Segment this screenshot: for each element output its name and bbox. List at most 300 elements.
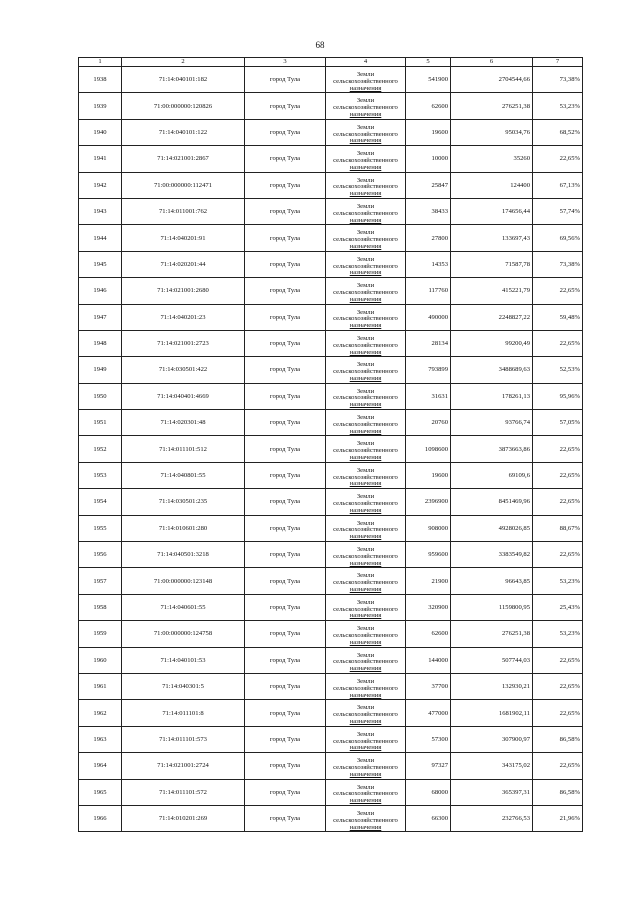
locality-cell: город Тула xyxy=(245,594,326,620)
land-category-line: назначения xyxy=(349,612,382,620)
cadastral-value-cell: 232766,53 xyxy=(451,805,533,831)
land-category-line: Земли xyxy=(356,71,375,78)
land-category-line: Земли xyxy=(356,202,375,210)
locality-cell: город Тула xyxy=(245,700,326,726)
land-category-line: назначения xyxy=(349,427,382,435)
land-category-line: Земли xyxy=(356,493,375,501)
row-number-cell: 1944 xyxy=(79,225,122,251)
table-row xyxy=(79,673,583,699)
area-cell: 14353 xyxy=(406,251,451,277)
land-category-line: Земли xyxy=(356,229,375,237)
land-category-cell xyxy=(326,383,406,409)
area-cell: 62600 xyxy=(406,93,451,119)
land-category-line: сельскохозяйственного xyxy=(333,315,398,323)
land-category-line: Земли xyxy=(356,783,375,791)
land-category-cell xyxy=(326,225,406,251)
table-row xyxy=(79,515,583,541)
percentage-cell: 52,53% xyxy=(533,357,583,383)
land-category-cell xyxy=(326,594,406,620)
land-category-line: сельскохозяйственного xyxy=(333,684,398,692)
land-category-line: назначения xyxy=(349,242,382,250)
land-category-cell xyxy=(326,805,406,831)
land-category-cell xyxy=(326,278,406,304)
row-number-cell: 1943 xyxy=(79,198,122,224)
land-category-line: сельскохозяйственного xyxy=(333,420,398,428)
land-category-cell xyxy=(326,515,406,541)
land-category-line: назначения xyxy=(349,374,382,382)
locality-cell: город Тула xyxy=(245,198,326,224)
land-category-line: сельскохозяйственного xyxy=(333,394,398,402)
land-category-line: Земли xyxy=(356,414,375,422)
land-category-line: Земли xyxy=(356,809,375,817)
land-category-line: сельскохозяйственного xyxy=(333,368,398,376)
area-cell: 57300 xyxy=(406,726,451,752)
land-category-cell xyxy=(326,410,406,436)
land-category-cell xyxy=(326,621,406,647)
cadastral-number-cell: 71:14:011101:573 xyxy=(122,726,245,752)
locality-cell: город Тула xyxy=(245,436,326,462)
row-number-cell: 1938 xyxy=(79,67,122,93)
land-category-line: сельскохозяйственного xyxy=(333,500,398,508)
land-category-cell xyxy=(326,330,406,356)
row-number-cell: 1950 xyxy=(79,383,122,409)
cadastral-value-cell: 276251,38 xyxy=(451,621,533,647)
cadastral-value-cell: 276251,38 xyxy=(451,93,533,119)
land-category-line: назначения xyxy=(349,110,382,118)
land-category-cell xyxy=(326,357,406,383)
table-row xyxy=(79,489,583,515)
row-number-cell: 1954 xyxy=(79,489,122,515)
cadastral-number-cell: 71:14:010201:269 xyxy=(122,805,245,831)
locality-cell: город Тула xyxy=(245,146,326,172)
cadastral-number-cell: 71:14:011001:762 xyxy=(122,198,245,224)
land-category-line: назначения xyxy=(349,137,382,145)
land-category-cell xyxy=(326,172,406,198)
cadastral-number-cell: 71:14:021001:2867 xyxy=(122,146,245,172)
table-row xyxy=(79,726,583,752)
percentage-cell: 22,65% xyxy=(533,753,583,779)
area-cell: 477000 xyxy=(406,700,451,726)
land-category-cell xyxy=(326,146,406,172)
table-row xyxy=(79,198,583,224)
area-cell: 1098600 xyxy=(406,436,451,462)
area-cell: 68000 xyxy=(406,779,451,805)
row-number-cell: 1949 xyxy=(79,357,122,383)
land-category-line: Земли xyxy=(356,730,375,738)
row-number-cell: 1957 xyxy=(79,568,122,594)
land-category-cell xyxy=(326,436,406,462)
row-number-cell: 1942 xyxy=(79,172,122,198)
area-cell: 2396900 xyxy=(406,489,451,515)
area-cell: 908000 xyxy=(406,515,451,541)
area-cell: 38433 xyxy=(406,198,451,224)
percentage-cell: 57,05% xyxy=(533,410,583,436)
land-category-line: сельскохозяйственного xyxy=(333,763,398,771)
land-category-line: Земли xyxy=(356,97,375,105)
land-category-line: сельскохозяйственного xyxy=(333,130,398,138)
area-cell: 28134 xyxy=(406,330,451,356)
cadastral-number-cell: 71:14:040301:5 xyxy=(122,673,245,699)
table-row xyxy=(79,278,583,304)
land-category-cell xyxy=(326,753,406,779)
page-number: 68 xyxy=(315,40,325,50)
percentage-cell: 22,65% xyxy=(533,647,583,673)
cadastral-value-cell: 95034,76 xyxy=(451,119,533,145)
percentage-cell: 86,58% xyxy=(533,779,583,805)
locality-cell: город Тула xyxy=(245,805,326,831)
percentage-cell: 57,74% xyxy=(533,198,583,224)
percentage-cell: 22,65% xyxy=(533,700,583,726)
locality-cell: город Тула xyxy=(245,93,326,119)
land-category-line: сельскохозяйственного xyxy=(333,183,398,191)
percentage-cell: 73,38% xyxy=(533,67,583,93)
land-category-cell xyxy=(326,119,406,145)
row-number-cell: 1952 xyxy=(79,436,122,462)
cadastral-value-cell: 93766,74 xyxy=(451,410,533,436)
locality-cell: город Тула xyxy=(245,410,326,436)
locality-cell: город Тула xyxy=(245,251,326,277)
area-cell: 19600 xyxy=(406,119,451,145)
cadastral-number-cell: 71:14:040801:55 xyxy=(122,462,245,488)
locality-cell: город Тула xyxy=(245,726,326,752)
percentage-cell: 53,23% xyxy=(533,568,583,594)
land-category-cell xyxy=(326,93,406,119)
cadastral-value-cell: 96643,85 xyxy=(451,568,533,594)
land-category-line: назначения xyxy=(349,533,382,541)
table-row xyxy=(79,462,583,488)
locality-cell: город Тула xyxy=(245,278,326,304)
land-category-line: сельскохозяйственного xyxy=(333,341,398,349)
percentage-cell: 86,58% xyxy=(533,726,583,752)
cadastral-value-cell: 69109,6 xyxy=(451,462,533,488)
cadastral-number-cell: 71:14:030501:235 xyxy=(122,489,245,515)
table-header xyxy=(79,58,583,67)
cadastral-value-cell: 3383549,82 xyxy=(451,542,533,568)
cadastral-number-cell: 71:14:040201:23 xyxy=(122,304,245,330)
column-header: 6 xyxy=(451,58,533,67)
column-header: 1 xyxy=(79,58,122,67)
land-category-cell xyxy=(326,568,406,594)
row-number-cell: 1951 xyxy=(79,410,122,436)
table-row xyxy=(79,330,583,356)
land-category-line: сельскохозяйственного xyxy=(333,77,398,85)
land-category-line: Земли xyxy=(356,176,375,184)
area-cell: 959600 xyxy=(406,542,451,568)
cadastral-number-cell: 71:00:000000:124758 xyxy=(122,621,245,647)
table-row xyxy=(79,357,583,383)
table-row xyxy=(79,594,583,620)
land-category-line: назначения xyxy=(349,823,382,831)
land-category-line: Земли xyxy=(356,123,375,131)
locality-cell: город Тула xyxy=(245,119,326,145)
cadastral-value-cell: 365397,31 xyxy=(451,779,533,805)
column-header: 3 xyxy=(245,58,326,67)
cadastral-value-cell: 99200,49 xyxy=(451,330,533,356)
land-category-line: Земли xyxy=(356,466,375,474)
table-row xyxy=(79,93,583,119)
land-category-cell xyxy=(326,304,406,330)
table-row xyxy=(79,383,583,409)
column-header: 2 xyxy=(122,58,245,67)
row-number-cell: 1958 xyxy=(79,594,122,620)
area-cell: 31631 xyxy=(406,383,451,409)
column-header: 5 xyxy=(406,58,451,67)
area-cell: 320900 xyxy=(406,594,451,620)
percentage-cell: 73,38% xyxy=(533,251,583,277)
land-category-line: назначения xyxy=(349,665,382,673)
locality-cell: город Тула xyxy=(245,647,326,673)
land-category-line: Земли xyxy=(356,598,375,606)
row-number-cell: 1959 xyxy=(79,621,122,647)
land-category-line: сельскохозяйственного xyxy=(333,632,398,639)
land-category-cell xyxy=(326,198,406,224)
table-row xyxy=(79,119,583,145)
land-category-line: назначения xyxy=(349,190,382,198)
table-body xyxy=(79,67,583,832)
percentage-cell: 22,65% xyxy=(533,542,583,568)
row-number-cell: 1962 xyxy=(79,700,122,726)
cadastral-value-cell: 124400 xyxy=(451,172,533,198)
area-cell: 144000 xyxy=(406,647,451,673)
table-row xyxy=(79,410,583,436)
locality-cell: город Тула xyxy=(245,542,326,568)
land-category-line: назначения xyxy=(349,295,382,303)
land-category-cell xyxy=(326,700,406,726)
locality-cell: город Тула xyxy=(245,383,326,409)
land-category-line: назначения xyxy=(349,348,382,356)
row-number-cell: 1947 xyxy=(79,304,122,330)
percentage-cell: 88,67% xyxy=(533,515,583,541)
percentage-cell: 53,23% xyxy=(533,93,583,119)
cadastral-value-cell: 307900,97 xyxy=(451,726,533,752)
table-row xyxy=(79,542,583,568)
land-category-line: назначения xyxy=(349,322,382,330)
locality-cell: город Тула xyxy=(245,673,326,699)
table-row xyxy=(79,568,583,594)
cadastral-value-cell: 3873663,86 xyxy=(451,436,533,462)
locality-cell: город Тула xyxy=(245,304,326,330)
cadastral-number-cell: 71:14:011101:512 xyxy=(122,436,245,462)
cadastral-number-cell: 71:14:011101:8 xyxy=(122,700,245,726)
land-category-line: Земли xyxy=(356,440,375,448)
area-cell: 97327 xyxy=(406,753,451,779)
table-row xyxy=(79,621,583,647)
area-cell: 21900 xyxy=(406,568,451,594)
cadastral-number-cell: 71:00:000000:112471 xyxy=(122,172,245,198)
row-number-cell: 1961 xyxy=(79,673,122,699)
cadastral-number-cell: 71:14:011101:572 xyxy=(122,779,245,805)
cadastral-value-cell: 1681902,11 xyxy=(451,700,533,726)
land-category-line: сельскохозяйственного xyxy=(333,209,398,217)
cadastral-number-cell: 71:14:040101:53 xyxy=(122,647,245,673)
cadastral-value-cell: 3488689,63 xyxy=(451,357,533,383)
locality-cell: город Тула xyxy=(245,621,326,647)
table-row xyxy=(79,225,583,251)
land-category-line: Земли xyxy=(356,546,375,554)
percentage-cell: 22,65% xyxy=(533,489,583,515)
table-row xyxy=(79,304,583,330)
land-category-line: Земли xyxy=(356,150,375,158)
row-number-cell: 1945 xyxy=(79,251,122,277)
row-number-cell: 1946 xyxy=(79,278,122,304)
cadastral-value-cell: 132930,21 xyxy=(451,673,533,699)
locality-cell: город Тула xyxy=(245,515,326,541)
land-category-line: назначения xyxy=(349,480,382,488)
cadastral-number-cell: 71:14:040101:122 xyxy=(122,119,245,145)
table-row xyxy=(79,805,583,831)
land-category-line: назначения xyxy=(349,84,382,92)
row-number-cell: 1956 xyxy=(79,542,122,568)
land-category-line: назначения xyxy=(349,216,382,224)
cadastral-value-cell: 133697,43 xyxy=(451,225,533,251)
land-category-line: сельскохозяйственного xyxy=(333,288,398,296)
area-cell: 541900 xyxy=(406,67,451,93)
row-number-cell: 1940 xyxy=(79,119,122,145)
column-header: 7 xyxy=(533,58,583,67)
percentage-cell: 69,56% xyxy=(533,225,583,251)
percentage-cell: 22,65% xyxy=(533,673,583,699)
land-category-line: назначения xyxy=(349,717,382,725)
cadastral-value-cell: 4928026,85 xyxy=(451,515,533,541)
table-row xyxy=(79,753,583,779)
cadastral-number-cell: 71:14:040101:182 xyxy=(122,67,245,93)
cadastral-number-cell: 71:14:040401:4669 xyxy=(122,383,245,409)
table-row xyxy=(79,251,583,277)
land-category-line: Земли xyxy=(356,519,375,527)
area-cell: 19600 xyxy=(406,462,451,488)
land-category-line: сельскохозяйственного xyxy=(333,605,398,613)
land-category-line: назначения xyxy=(349,586,382,594)
cadastral-value-cell: 343175,02 xyxy=(451,753,533,779)
table-row xyxy=(79,436,583,462)
land-category-line: сельскохозяйственного xyxy=(333,579,398,587)
percentage-cell: 67,13% xyxy=(533,172,583,198)
locality-cell: город Тула xyxy=(245,67,326,93)
locality-cell: город Тула xyxy=(245,779,326,805)
cadastral-value-cell: 35260 xyxy=(451,146,533,172)
cadastral-value-cell: 8451469,96 xyxy=(451,489,533,515)
percentage-cell: 22,65% xyxy=(533,462,583,488)
land-category-line: назначения xyxy=(349,559,382,567)
land-category-line: сельскохозяйственного xyxy=(333,526,398,534)
land-category-line: сельскохозяйственного xyxy=(333,262,398,270)
cadastral-number-cell: 71:14:030501:422 xyxy=(122,357,245,383)
locality-cell: город Тула xyxy=(245,330,326,356)
land-category-line: назначения xyxy=(349,638,382,646)
area-cell: 37700 xyxy=(406,673,451,699)
row-number-cell: 1960 xyxy=(79,647,122,673)
land-category-cell xyxy=(326,726,406,752)
cadastral-value-cell: 1159800,95 xyxy=(451,594,533,620)
percentage-cell: 22,65% xyxy=(533,278,583,304)
land-category-cell xyxy=(326,647,406,673)
cadastral-value-cell: 2248827,22 xyxy=(451,304,533,330)
row-number-cell: 1963 xyxy=(79,726,122,752)
land-category-line: Земли xyxy=(356,572,375,580)
cadastral-value-cell: 415221,79 xyxy=(451,278,533,304)
cadastral-number-cell: 71:00:000000:123148 xyxy=(122,568,245,594)
land-category-line: назначения xyxy=(349,506,382,514)
land-category-line: сельскохозяйственного xyxy=(333,658,398,666)
land-category-cell xyxy=(326,542,406,568)
land-category-line: сельскохозяйственного xyxy=(333,447,398,455)
row-number-cell: 1965 xyxy=(79,779,122,805)
table-row xyxy=(79,172,583,198)
cadastral-number-cell: 71:14:021001:2680 xyxy=(122,278,245,304)
cadastral-value-cell: 174656,44 xyxy=(451,198,533,224)
cadastral-number-cell: 71:14:040201:91 xyxy=(122,225,245,251)
cadastral-number-cell: 71:14:020201:44 xyxy=(122,251,245,277)
cadastral-value-cell: 507744,03 xyxy=(451,647,533,673)
cadastral-number-cell: 71:14:020301:48 xyxy=(122,410,245,436)
land-category-cell xyxy=(326,489,406,515)
cadastral-number-cell: 71:14:040601:55 xyxy=(122,594,245,620)
area-cell: 490000 xyxy=(406,304,451,330)
locality-cell: город Тула xyxy=(245,568,326,594)
area-cell: 793899 xyxy=(406,357,451,383)
land-category-cell xyxy=(326,462,406,488)
locality-cell: город Тула xyxy=(245,753,326,779)
land-category-cell xyxy=(326,673,406,699)
land-category-line: назначения xyxy=(349,401,382,409)
locality-cell: город Тула xyxy=(245,357,326,383)
land-category-line: Земли xyxy=(356,704,375,712)
row-number-cell: 1953 xyxy=(79,462,122,488)
land-category-line: Земли xyxy=(356,651,375,659)
land-category-line: назначения xyxy=(349,163,382,171)
table-row xyxy=(79,700,583,726)
table-row xyxy=(79,779,583,805)
area-cell: 66300 xyxy=(406,805,451,831)
land-category-line: сельскохозяйственного xyxy=(333,473,398,481)
table-row xyxy=(79,146,583,172)
land-category-cell xyxy=(326,67,406,93)
row-number-cell: 1966 xyxy=(79,805,122,831)
cadastral-number-cell: 71:14:021001:2723 xyxy=(122,330,245,356)
land-category-line: назначения xyxy=(349,770,382,778)
land-category-line: назначения xyxy=(349,269,382,277)
area-cell: 25847 xyxy=(406,172,451,198)
land-category-line: Земли xyxy=(356,255,375,263)
table-row xyxy=(79,67,583,93)
land-category-line: Земли xyxy=(356,334,375,342)
percentage-cell: 25,43% xyxy=(533,594,583,620)
cadastral-value-cell: 178261,13 xyxy=(451,383,533,409)
land-category-line: Земли xyxy=(356,677,375,685)
row-number-cell: 1955 xyxy=(79,515,122,541)
land-category-line: сельскохозяйственного xyxy=(333,816,398,824)
land-category-line: сельскохозяйственного xyxy=(333,737,398,745)
percentage-cell: 22,65% xyxy=(533,146,583,172)
percentage-cell: 95,96% xyxy=(533,383,583,409)
land-category-line: сельскохозяйственного xyxy=(333,552,398,560)
percentage-cell: 22,65% xyxy=(533,330,583,356)
row-number-cell: 1941 xyxy=(79,146,122,172)
column-header: 4 xyxy=(326,58,406,67)
cadastral-value-cell: 2704544,66 xyxy=(451,67,533,93)
land-category-cell xyxy=(326,251,406,277)
percentage-cell: 21,96% xyxy=(533,805,583,831)
land-category-cell xyxy=(326,779,406,805)
locality-cell: город Тула xyxy=(245,225,326,251)
land-category-line: сельскохозяйственного xyxy=(333,711,398,719)
land-category-line: назначения xyxy=(349,744,382,752)
locality-cell: город Тула xyxy=(245,462,326,488)
cadastral-number-cell: 71:14:021001:2724 xyxy=(122,753,245,779)
row-number-cell: 1939 xyxy=(79,93,122,119)
percentage-cell: 59,48% xyxy=(533,304,583,330)
cadastral-value-cell: 71587,78 xyxy=(451,251,533,277)
